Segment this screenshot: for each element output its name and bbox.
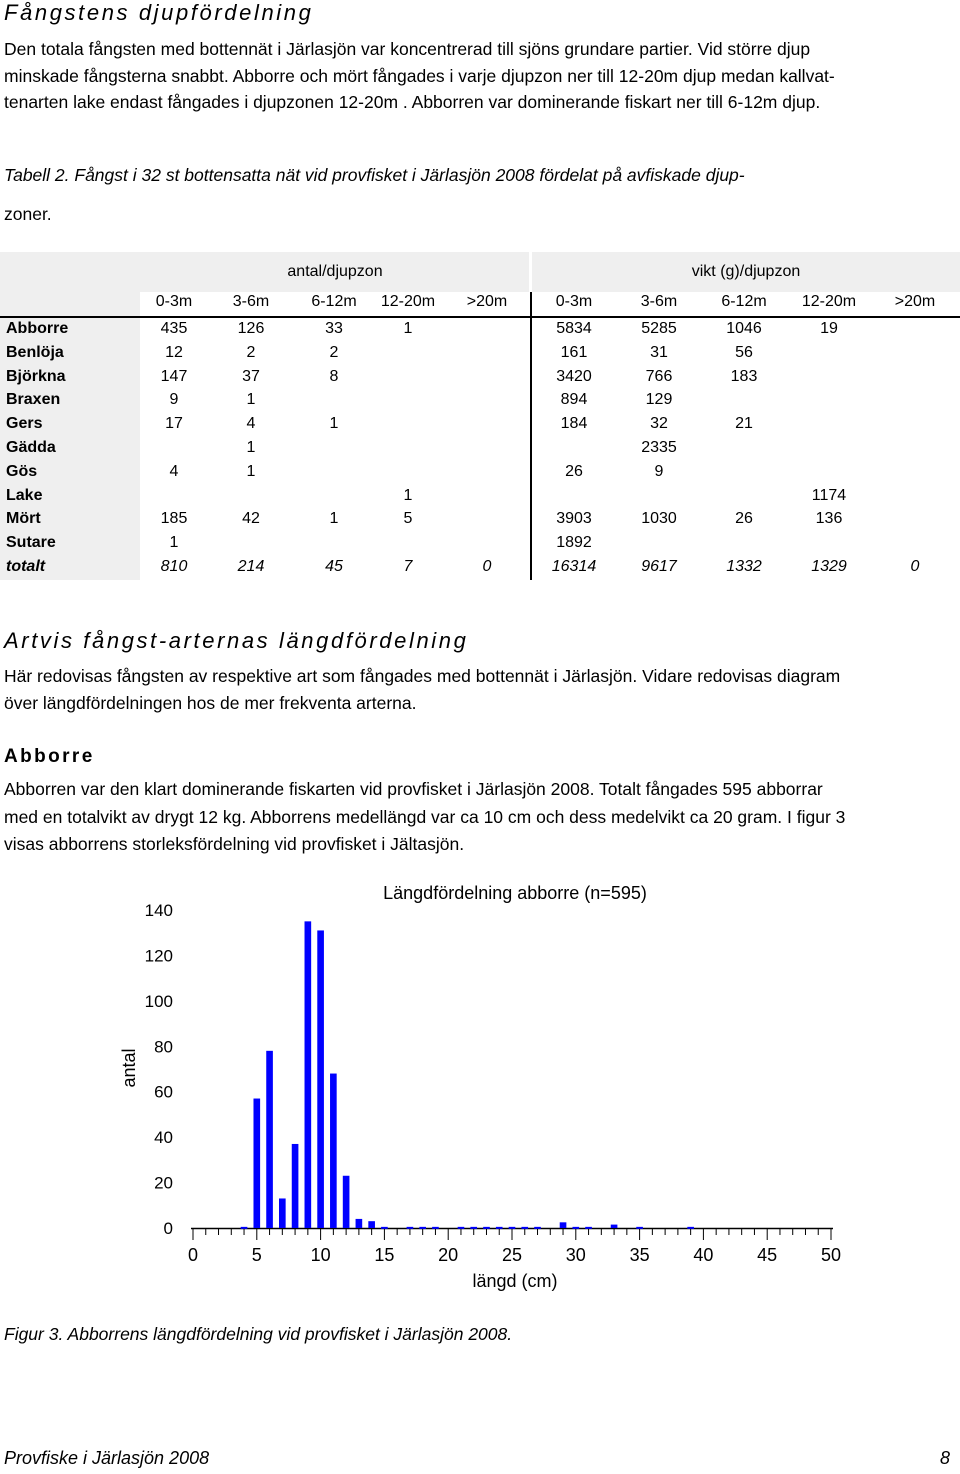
histogram-bar	[368, 1221, 375, 1228]
row-label: totalt	[6, 558, 46, 575]
table-cell: 894	[560, 391, 588, 409]
x-tick-label: 5	[251, 1245, 262, 1265]
table-cell: 1046	[726, 320, 762, 337]
table-cell: 1332	[726, 558, 762, 575]
histogram-bar	[585, 1227, 592, 1229]
paragraph-line: med en totalvikt av drygt 12 kg. Abborrens medellängd var ca 10 cm och dess medelvikt ca 20 gram. I figur 3	[4, 806, 846, 827]
group-header-count: antal/djupzon	[287, 263, 383, 280]
table-cell: 42	[242, 510, 260, 528]
row-label: Gös	[6, 462, 38, 480]
table-cell: 810	[160, 558, 188, 575]
table-cell: 4	[246, 415, 256, 433]
section-heading-length-distribution: Artvis fångst-arternas längdfördelning	[4, 628, 469, 653]
y-tick-label: 80	[154, 1037, 173, 1057]
y-axis-label: antal	[119, 1048, 139, 1088]
histogram-bar	[560, 1222, 567, 1228]
histogram-bar	[343, 1176, 350, 1228]
table-caption-line-1: Tabell 2. Fångst i 32 st bottensatta nät vid provfisket i Järlasjön 2008 fördelat på avfiskade djup-	[4, 165, 745, 185]
histogram-bar	[241, 1227, 248, 1229]
table-cell: 766	[645, 367, 673, 385]
histogram-bar	[305, 921, 312, 1228]
table-cell: 1329	[811, 558, 847, 575]
x-tick-label: 25	[501, 1245, 523, 1265]
x-tick-label: 30	[565, 1245, 586, 1265]
x-tick-label: 35	[629, 1245, 650, 1265]
x-tick-label: 40	[693, 1245, 714, 1265]
histogram-bar	[611, 1225, 618, 1228]
figure-caption: Figur 3. Abborrens längdfördelning vid provfisket i Järlasjön 2008.	[4, 1324, 513, 1344]
x-tick-label: 15	[374, 1245, 395, 1265]
table-cell: 1	[329, 415, 339, 433]
section-heading-abborre: Abborre	[4, 746, 95, 767]
table-cell: 2335	[641, 439, 677, 456]
histogram-bar	[572, 1227, 579, 1229]
table-cell: 1	[246, 439, 256, 456]
table-cell: 8	[329, 367, 339, 385]
group-header-weight: vikt (g)/djupzon	[691, 263, 801, 280]
table-cell: 37	[242, 367, 260, 385]
paragraph-line: över längdfördelningen hos de mer frekventa arterna.	[4, 692, 417, 713]
table-cell: 9617	[641, 558, 677, 575]
table-cell: 0	[482, 558, 492, 575]
table-cell: 26	[735, 510, 753, 528]
y-tick-label: 100	[144, 991, 173, 1011]
table-cell: 3420	[556, 367, 592, 385]
section-paragraph-length-distribution	[4, 663, 959, 716]
length-distribution-chart	[0, 860, 960, 1300]
table-cell: 7	[403, 558, 413, 575]
histogram-bar	[253, 1099, 260, 1228]
histogram-bar	[407, 1227, 414, 1229]
table-cell: 147	[160, 367, 188, 385]
table-cell: 1	[169, 534, 179, 552]
table-cell: 45	[325, 558, 343, 575]
row-label: Braxen	[6, 391, 61, 409]
table-cell: 136	[815, 510, 843, 528]
section-heading-depth-distribution: Fångstens djupfördelning	[4, 0, 314, 25]
header-rule	[0, 316, 960, 318]
paragraph-line: tenarten lake endast fångades i djupzonen 12-20m . Abborren var dominerande fiskart ner till 6-12m djup.	[4, 92, 821, 112]
column-header: 0-3m	[555, 293, 593, 310]
table-cell: 183	[730, 367, 758, 385]
row-label: Björkna	[6, 367, 66, 385]
chart-title: Längdfördelning abborre (n=595)	[383, 883, 647, 903]
table-cell: 9	[654, 462, 664, 480]
column-header: 12-20m	[801, 293, 857, 310]
table-cell: 5285	[641, 320, 677, 337]
column-header: >20m	[894, 293, 936, 310]
histogram-bar	[279, 1198, 286, 1228]
table-cell: 21	[735, 415, 753, 433]
table-cell: 2	[329, 343, 339, 361]
table-cell: 214	[237, 558, 265, 575]
x-tick-label: 0	[187, 1245, 199, 1265]
y-tick-label: 120	[144, 946, 173, 966]
table-cell: 126	[237, 320, 265, 337]
table-cell: 5	[403, 510, 413, 528]
y-tick-label: 60	[154, 1082, 173, 1102]
paragraph-line: Här redovisas fångsten av respektive art som fångades med bottennät i Järlasjön. Vidare redovisas diagram	[4, 666, 841, 686]
table-cell: 1892	[556, 534, 592, 552]
histogram-bar	[266, 1051, 273, 1228]
table-cell: 26	[565, 462, 583, 480]
column-header: 3-6m	[232, 293, 270, 310]
table-cell: 185	[160, 510, 188, 528]
paragraph-line: visas abborrens storleksfördelning vid provfisket i Jältasjön.	[4, 834, 465, 854]
table-cell: 33	[325, 320, 343, 337]
x-tick-label: 45	[757, 1245, 778, 1265]
y-tick-label: 40	[154, 1128, 173, 1148]
table-cell: 17	[165, 415, 183, 433]
paragraph-line: minskade fångsterna snabbt. Abborre och mört fångades i varje djupzon ner till 12-20m djup medan kallvat-	[4, 65, 835, 86]
table-cell: 1	[246, 462, 256, 480]
column-header: 3-6m	[640, 293, 678, 310]
x-axis-label: längd (cm)	[472, 1271, 558, 1291]
histogram-bar	[521, 1227, 528, 1229]
histogram-bar	[419, 1227, 426, 1229]
x-tick-label: 10	[310, 1245, 331, 1265]
row-label: Gers	[6, 415, 43, 433]
histogram-bar	[330, 1074, 337, 1228]
table-cell: 12	[165, 343, 183, 361]
y-tick-label: 0	[163, 1219, 173, 1238]
histogram-bar	[458, 1227, 465, 1229]
table-cell: 1174	[811, 486, 847, 504]
column-header: 0-3m	[155, 293, 193, 310]
table-cell: 161	[560, 343, 588, 361]
footer-page-number: 8	[940, 1448, 951, 1468]
histogram-bar	[687, 1227, 694, 1229]
table-cell: 3903	[556, 510, 592, 528]
histogram-bar	[509, 1227, 516, 1229]
paragraph-line: Den totala fångsten med bottennät i Järlasjön var koncentrerad till sjöns grundare partier. Vid större djup	[4, 39, 811, 59]
table-cell: 1030	[641, 510, 677, 528]
footer-title: Provfiske i Järlasjön 2008	[4, 1448, 210, 1468]
group-separator-line	[530, 292, 532, 580]
histogram-bar	[483, 1227, 490, 1229]
table-cell: 184	[560, 415, 588, 433]
table-cell: 5834	[556, 320, 592, 337]
histogram-bar	[636, 1227, 643, 1229]
row-label: Lake	[6, 486, 43, 504]
y-tick-label: 140	[144, 901, 173, 920]
histogram-bar	[381, 1227, 388, 1229]
section-paragraph-depth-distribution	[4, 36, 959, 116]
table-cell: 56	[735, 343, 753, 361]
table-cell: 435	[160, 320, 188, 337]
table-cell: 1	[246, 391, 256, 409]
histogram-bar	[534, 1227, 541, 1229]
x-tick-label: 20	[438, 1245, 459, 1265]
column-header: 12-20m	[380, 293, 436, 310]
table-cell: 19	[820, 320, 838, 337]
table-cell: 4	[169, 462, 179, 480]
histogram-bar	[317, 930, 324, 1228]
row-label: Abborre	[6, 320, 69, 337]
x-tick-label: 50	[820, 1245, 842, 1265]
table-cell: 1	[403, 486, 413, 504]
histogram-bar	[292, 1144, 299, 1228]
table-cell: 0	[910, 558, 920, 575]
table-cell: 31	[650, 343, 668, 361]
column-header: 6-12m	[311, 293, 357, 310]
table-cell: 1	[329, 510, 339, 528]
row-label: Benlöja	[6, 343, 64, 361]
table-cell: 16314	[551, 558, 597, 575]
row-label: Mört	[6, 510, 41, 528]
section-paragraph-abborre	[4, 776, 959, 859]
histogram-bar	[470, 1227, 477, 1229]
table-caption-line-2: zoner.	[4, 204, 52, 224]
table-cell: 1	[403, 320, 413, 337]
column-header: 6-12m	[721, 293, 767, 310]
histogram-bar	[432, 1227, 439, 1229]
table-cell: 9	[169, 391, 179, 409]
column-header: >20m	[466, 293, 508, 310]
y-tick-label: 20	[154, 1173, 173, 1193]
histogram-bar	[496, 1227, 503, 1229]
table-cell: 32	[650, 415, 668, 433]
row-label: Gädda	[6, 439, 56, 456]
table-cell: 2	[246, 343, 256, 361]
row-label: Sutare	[6, 534, 56, 552]
paragraph-line: Abborren var den klart dominerande fiskarten vid provfisket i Järlasjön 2008. Totalt fångades 595 abborrar	[4, 779, 823, 799]
histogram-bar	[356, 1219, 363, 1228]
table-cell: 129	[645, 391, 673, 409]
catch-table	[0, 252, 960, 582]
